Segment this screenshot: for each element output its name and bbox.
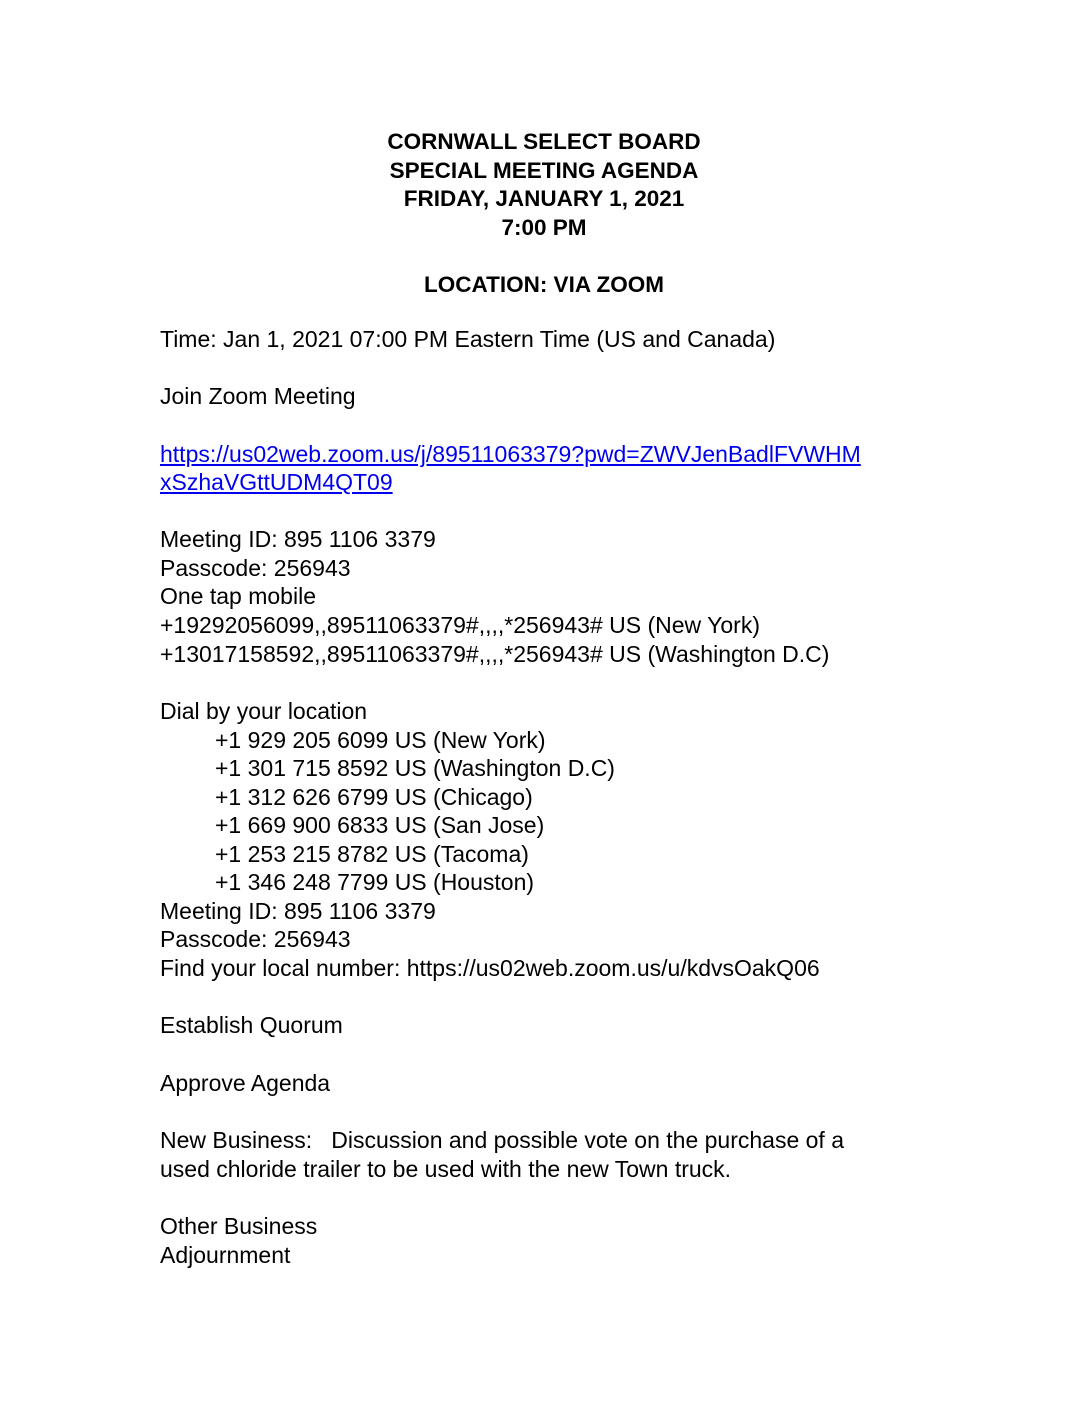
- agenda-item-other-business: Other Business: [160, 1213, 318, 1239]
- header-location: LOCATION: VIA ZOOM: [424, 272, 664, 297]
- header-subtitle: SPECIAL MEETING AGENDA: [389, 158, 699, 183]
- header-title: CORNWALL SELECT BOARD: [387, 129, 701, 154]
- meeting-time: Time: Jan 1, 2021 07:00 PM Eastern Time (US and Canada): [160, 326, 776, 352]
- dial-number: +1 346 248 7799 US (Houston): [215, 869, 535, 895]
- dial-passcode: Passcode: 256943: [160, 926, 351, 952]
- agenda-item-approve: Approve Agenda: [160, 1070, 331, 1096]
- dial-number: +1 253 215 8782 US (Tacoma): [215, 841, 529, 867]
- header-date: FRIDAY, JANUARY 1, 2021: [403, 186, 685, 211]
- dial-number: +1 929 205 6099 US (New York): [215, 727, 546, 753]
- agenda-item-new-business: New Business: Discussion and possible vote on the purchase of a: [160, 1127, 844, 1153]
- agenda-item-quorum: Establish Quorum: [160, 1012, 343, 1038]
- one-tap-number: +13017158592,,89511063379#,,,,*256943# US (Washington D.C): [160, 641, 830, 667]
- zoom-link-line2[interactable]: [160, 468, 393, 497]
- dial-meeting-id: Meeting ID: 895 1106 3379: [160, 898, 436, 924]
- passcode: Passcode: 256943: [160, 555, 351, 581]
- dial-number: +1 669 900 6833 US (San Jose): [215, 812, 545, 838]
- zoom-link-line1[interactable]: [160, 440, 861, 469]
- dial-heading: Dial by your location: [160, 698, 368, 724]
- dial-number: +1 312 626 6799 US (Chicago): [215, 784, 533, 810]
- agenda-item-new-business-continued: used chloride trailer to be used with the new Town truck.: [160, 1156, 732, 1182]
- dial-number: +1 301 715 8592 US (Washington D.C): [215, 755, 615, 781]
- meeting-id: Meeting ID: 895 1106 3379: [160, 526, 436, 552]
- join-zoom-heading: Join Zoom Meeting: [160, 383, 356, 409]
- zoom-meeting-link-continued[interactable]: xSzhaVGttUDM4QT09: [160, 469, 393, 495]
- one-tap-number: +19292056099,,89511063379#,,,,*256943# US (New York): [160, 612, 760, 638]
- zoom-meeting-link[interactable]: https://us02web.zoom.us/j/89511063379?pwd=ZWVJenBadlFVWHM: [160, 441, 861, 467]
- one-tap-heading: One tap mobile: [160, 583, 316, 609]
- header-time: 7:00 PM: [501, 215, 587, 240]
- local-number-link: Find your local number: https://us02web.zoom.us/u/kdvsOakQ06: [160, 955, 820, 981]
- agenda-item-adjournment: Adjournment: [160, 1242, 291, 1268]
